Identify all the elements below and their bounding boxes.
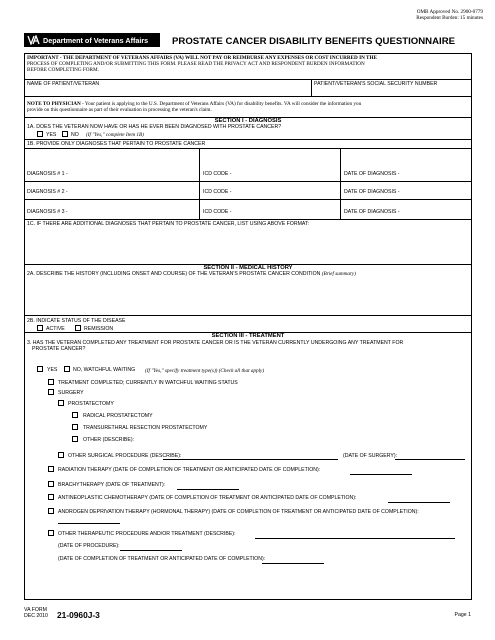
va-seal-icon bbox=[27, 35, 41, 45]
q2a-text: 2A. DESCRIBE THE HISTORY (INCLUDING ONSET AND COURSE) OF THE VETERAN'S PROSTATE CANCER CONDITION bbox=[27, 271, 321, 277]
section-1-title: SECTION I - DIAGNOSIS bbox=[214, 118, 282, 124]
page-number: Page 1 bbox=[454, 612, 471, 618]
q2a-input[interactable] bbox=[25, 279, 471, 314]
important-line-3: BEFORE COMPLETING FORM. bbox=[27, 67, 99, 73]
brachy-checkbox[interactable] bbox=[48, 481, 54, 487]
q1c-input[interactable] bbox=[25, 228, 471, 263]
important-notice bbox=[27, 55, 469, 73]
other-surgical-input[interactable] bbox=[163, 459, 338, 460]
date-of-surgery-label: (DATE OF SURGERY): bbox=[343, 453, 397, 459]
q3-no-label: NO, WATCHFUL WAITING bbox=[73, 367, 136, 373]
diagnosis-2-label: DIAGNOSIS # 2 - bbox=[27, 189, 68, 195]
ssn-input[interactable] bbox=[312, 87, 471, 95]
note-line-2: provide on this questionnaire as part of their evaluation in processing the veteran's claim. bbox=[27, 107, 212, 113]
remission-label: REMISSION bbox=[84, 326, 114, 332]
q1c-label: 1C. IF THERE ARE ADDITIONAL DIAGNOSES THAT PERTAIN TO PROSTATE CANCER, LIST USING ABOVE FORMAT: bbox=[27, 221, 309, 227]
name-label: NAME OF PATIENT/VETERAN bbox=[27, 81, 100, 87]
q3-line-1: 3. HAS THE VETERAN COMPLETED ANY TREATMENT FOR PROSTATE CANCER OR IS THE VETERAN CURRENTLY UNDERGOING ANY TREATMENT FOR bbox=[27, 340, 404, 346]
prostatectomy-checkbox[interactable] bbox=[58, 400, 64, 406]
date-of-diagnosis-3-label: DATE OF DIAGNOSIS - bbox=[344, 209, 400, 215]
ssn-label: PATIENT/VETERAN'S SOCIAL SECURITY NUMBER bbox=[314, 81, 438, 87]
q3-label bbox=[27, 340, 403, 352]
section-2-title: SECTION II - MEDICAL HISTORY bbox=[203, 265, 293, 271]
hormonal-label: ANDROGEN DEPRIVATION THERAPY (HORMONAL THERAPY) (DATE OF COMPLETION OF TREATMENT OR ANTICIPATED DATE OF COMPLETION): bbox=[58, 509, 419, 515]
radiation-date-input[interactable] bbox=[350, 474, 412, 475]
important-line-2: PROCESS OF COMPLETING AND/OR SUBMITTING THIS FORM. PLEASE READ THE PRIVACY ACT AND RESPONDENT BURDEN INFORMATION bbox=[27, 61, 365, 67]
va-form-label bbox=[24, 607, 48, 619]
q3-no-checkbox[interactable] bbox=[64, 366, 70, 372]
note-label: NOTE TO PHYSICIAN bbox=[27, 101, 81, 107]
date-of-completion-input[interactable] bbox=[262, 563, 324, 564]
form-date: DEC 2010 bbox=[24, 613, 48, 619]
other-therapeutic-input[interactable] bbox=[255, 538, 455, 539]
va-form-text: VA FORM bbox=[24, 607, 47, 613]
q2a-italic: (Brief summary) bbox=[321, 271, 356, 277]
other-therapeutic-checkbox[interactable] bbox=[48, 530, 54, 536]
q1b-label: 1B. PROVIDE ONLY DIAGNOSES THAT PERTAIN TO PROSTATE CANCER bbox=[27, 141, 206, 147]
va-logo bbox=[24, 33, 160, 47]
date-of-diagnosis-2-label: DATE OF DIAGNOSIS - bbox=[344, 189, 400, 195]
important-line-1: IMPORTANT - THE DEPARTMENT OF VETERANS AFFAIRS (VA) WILL NOT PAY OR REIMBURSE ANY EXPENSES OR COST INCURRED IN THE bbox=[27, 55, 377, 61]
diagnosis-1-label: DIAGNOSIS # 1 - bbox=[27, 171, 68, 177]
q1a-yes-label: YES bbox=[46, 132, 57, 138]
date-of-completion-label: (DATE OF COMPLETION OF TREATMENT OR ANTICIPATED DATE OF COMPLETION): bbox=[58, 556, 266, 562]
active-checkbox[interactable] bbox=[37, 325, 43, 331]
radical-label: RADICAL PROSTATECTOMY bbox=[83, 413, 153, 419]
completed-ww-checkbox[interactable] bbox=[48, 379, 54, 385]
form-number: 21-0960J-3 bbox=[57, 610, 100, 620]
form-title: PROSTATE CANCER DISABILITY BENEFITS QUESTIONNAIRE bbox=[172, 36, 456, 47]
respondent-burden: Respondent Burden: 15 minutes bbox=[416, 15, 483, 21]
brachy-label: BRACHYTHERAPY (DATE OF TREATMENT): bbox=[58, 482, 166, 488]
date-of-surgery-input[interactable] bbox=[395, 459, 465, 460]
name-input[interactable] bbox=[25, 87, 310, 95]
q1a-no-label: NO bbox=[71, 132, 79, 138]
radical-checkbox[interactable] bbox=[72, 412, 78, 418]
q2b-label: 2B. INDICATE STATUS OF THE DISEASE bbox=[27, 318, 126, 324]
radiation-checkbox[interactable] bbox=[48, 466, 54, 472]
q1a-no-checkbox[interactable] bbox=[62, 131, 68, 137]
other-prostatectomy-label: OTHER (DESCRIBE): bbox=[83, 437, 135, 443]
omb-number: OMB Approved No. 2900-0779 bbox=[416, 9, 483, 15]
chemo-checkbox[interactable] bbox=[48, 494, 54, 500]
other-surgical-label: OTHER SURGICAL PROCEDURE (DESCRIBE): bbox=[68, 453, 182, 459]
turp-checkbox[interactable] bbox=[72, 424, 78, 430]
q2a-label bbox=[27, 271, 356, 277]
prostatectomy-label: PROSTATECTOMY bbox=[68, 401, 114, 407]
other-prostatectomy-checkbox[interactable] bbox=[72, 436, 78, 442]
physician-note bbox=[27, 101, 469, 113]
turp-label: TRANSURETHRAL RESECTION PROSTATECTOMY bbox=[83, 425, 208, 431]
radiation-label: RADIATION THERAPY (DATE OF COMPLETION OF TREATMENT OR ANTICIPATED DATE OF COMPLETION): bbox=[58, 467, 321, 473]
q1a-label: 1A. DOES THE VETERAN NOW HAVE OR HAS HE EVER BEEN DIAGNOSED WITH PROSTATE CANCER? bbox=[27, 124, 282, 130]
brachy-date-input[interactable] bbox=[177, 489, 239, 490]
q3-instruction: (If "Yes," specify treatment type(s)) (Check all that apply) bbox=[145, 368, 265, 374]
icd-code-3-label: ICD CODE - bbox=[203, 209, 232, 215]
other-surgical-checkbox[interactable] bbox=[58, 452, 64, 458]
q1a-instruction: (If "Yes," complete Item 1B) bbox=[86, 132, 144, 138]
q3-yes-checkbox[interactable] bbox=[37, 366, 43, 372]
section-3-title: SECTION III - TREATMENT bbox=[211, 333, 285, 339]
chemo-label: ANTINEOPLASTIC CHEMOTHERAPY (DATE OF COMPLETION OF TREATMENT OR ANTICIPATED DATE OF COMPLETION): bbox=[58, 495, 357, 501]
diagnosis-3-label: DIAGNOSIS # 3 - bbox=[27, 209, 68, 215]
surgery-checkbox[interactable] bbox=[48, 389, 54, 395]
completed-ww-label: TREATMENT COMPLETED; CURRENTLY IN WATCHFUL WAITING STATUS bbox=[58, 380, 238, 386]
active-label: ACTIVE bbox=[46, 326, 65, 332]
q3-line-2: PROSTATE CANCER? bbox=[32, 346, 86, 352]
icd-code-1-label: ICD CODE - bbox=[203, 171, 232, 177]
icd-code-2-label: ICD CODE - bbox=[203, 189, 232, 195]
hormonal-checkbox[interactable] bbox=[48, 508, 54, 514]
note-line-1: - Your patient is applying to the U.S. Department of Veterans Affairs (VA) for disability benefits. VA will consider the information you bbox=[80, 101, 362, 107]
date-of-diagnosis-1-label: DATE OF DIAGNOSIS - bbox=[344, 171, 400, 177]
date-of-procedure-label: (DATE OF PROCEDURE): bbox=[58, 543, 120, 549]
hormonal-date-input[interactable] bbox=[58, 523, 120, 524]
date-of-procedure-input[interactable] bbox=[120, 550, 182, 551]
q3-yes-label: YES bbox=[47, 367, 58, 373]
remission-checkbox[interactable] bbox=[75, 325, 81, 331]
surgery-label: SURGERY bbox=[58, 390, 84, 396]
q1a-yes-checkbox[interactable] bbox=[37, 131, 43, 137]
other-therapeutic-label: OTHER THERAPEUTIC PROCEDURE AND/OR TREATMENT (DESCRIBE): bbox=[58, 531, 236, 537]
chemo-date-input[interactable] bbox=[388, 502, 450, 503]
va-logo-text: Department of Veterans Affairs bbox=[43, 35, 149, 45]
